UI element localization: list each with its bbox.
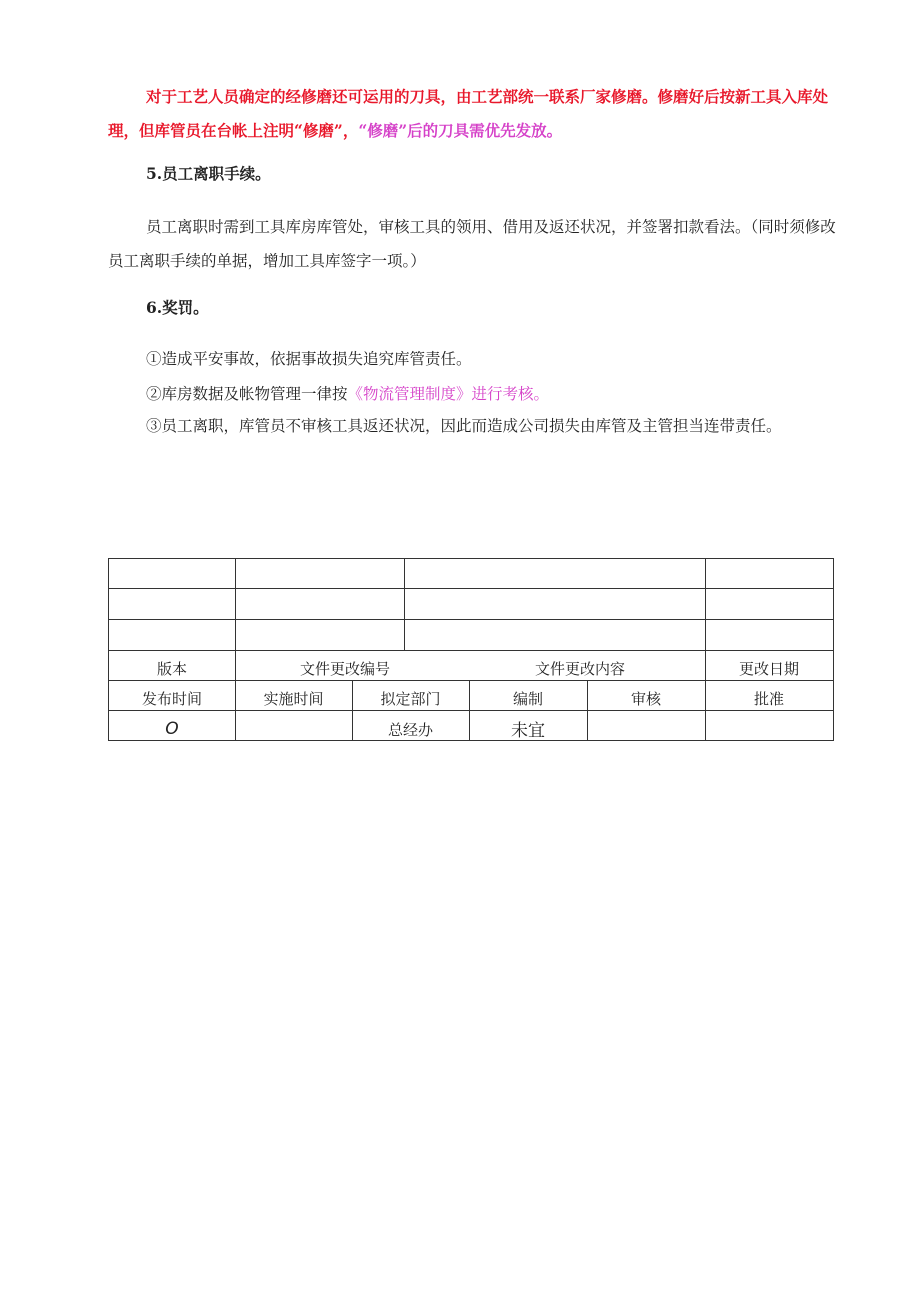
penalty-item-2-reference: 《物流管理制度》进行考核。 [347,385,550,403]
draft-department-value: 总经办 [387,721,433,739]
change-content-header: 文件更改内容 [534,660,625,678]
publish-time-value: O [165,719,179,739]
reviewed-by-header: 审核 [630,690,661,708]
revision-table [108,558,834,741]
intro-text-red: 对于工艺人员确定的经修磨还可运用的刀具，由工艺部统一联系厂家修磨。修磨好后按新工具入库处理，但库管员在台帐上注明“修磨”， [108,87,829,140]
section5-paragraph: 员工离职时需到工具库房库管处，审核工具的领用、借用及返还状况，并签署扣款看法。（同时须修改员工离职手续的单据，增加工具库签字一项。） [108,218,836,270]
penalty-item-3: ③员工离职，库管员不审核工具返还状况，因此而造成公司损失由库管及主管担当连带责任。 [146,417,782,435]
penalty-item-1: ①造成平安事故，依据事故损失追究库管责任。 [146,350,472,368]
compiled-by-header: 编制 [512,690,543,708]
publish-time-header: 发布时间 [141,690,202,708]
effective-time-header: 实施时间 [263,690,324,708]
change-date-header: 更改日期 [738,660,799,678]
penalty-item-2-text: ②库房数据及帐物管理一律按 [146,385,348,403]
penalty-item-2 [146,382,549,404]
section5-heading: 5.员工离职手续。 [146,164,271,183]
change-number-header: 文件更改编号 [299,660,390,678]
approved-by-header: 批准 [753,690,784,708]
draft-department-header: 拟定部门 [380,690,441,708]
intro-paragraph [108,80,836,148]
intro-text-magenta: “修磨”后的刀具需优先发放。 [358,121,563,140]
version-header: 版本 [156,660,187,678]
section6-heading: 6.奖罚。 [146,298,209,317]
compiled-by-signature: 未宜 [511,721,545,741]
